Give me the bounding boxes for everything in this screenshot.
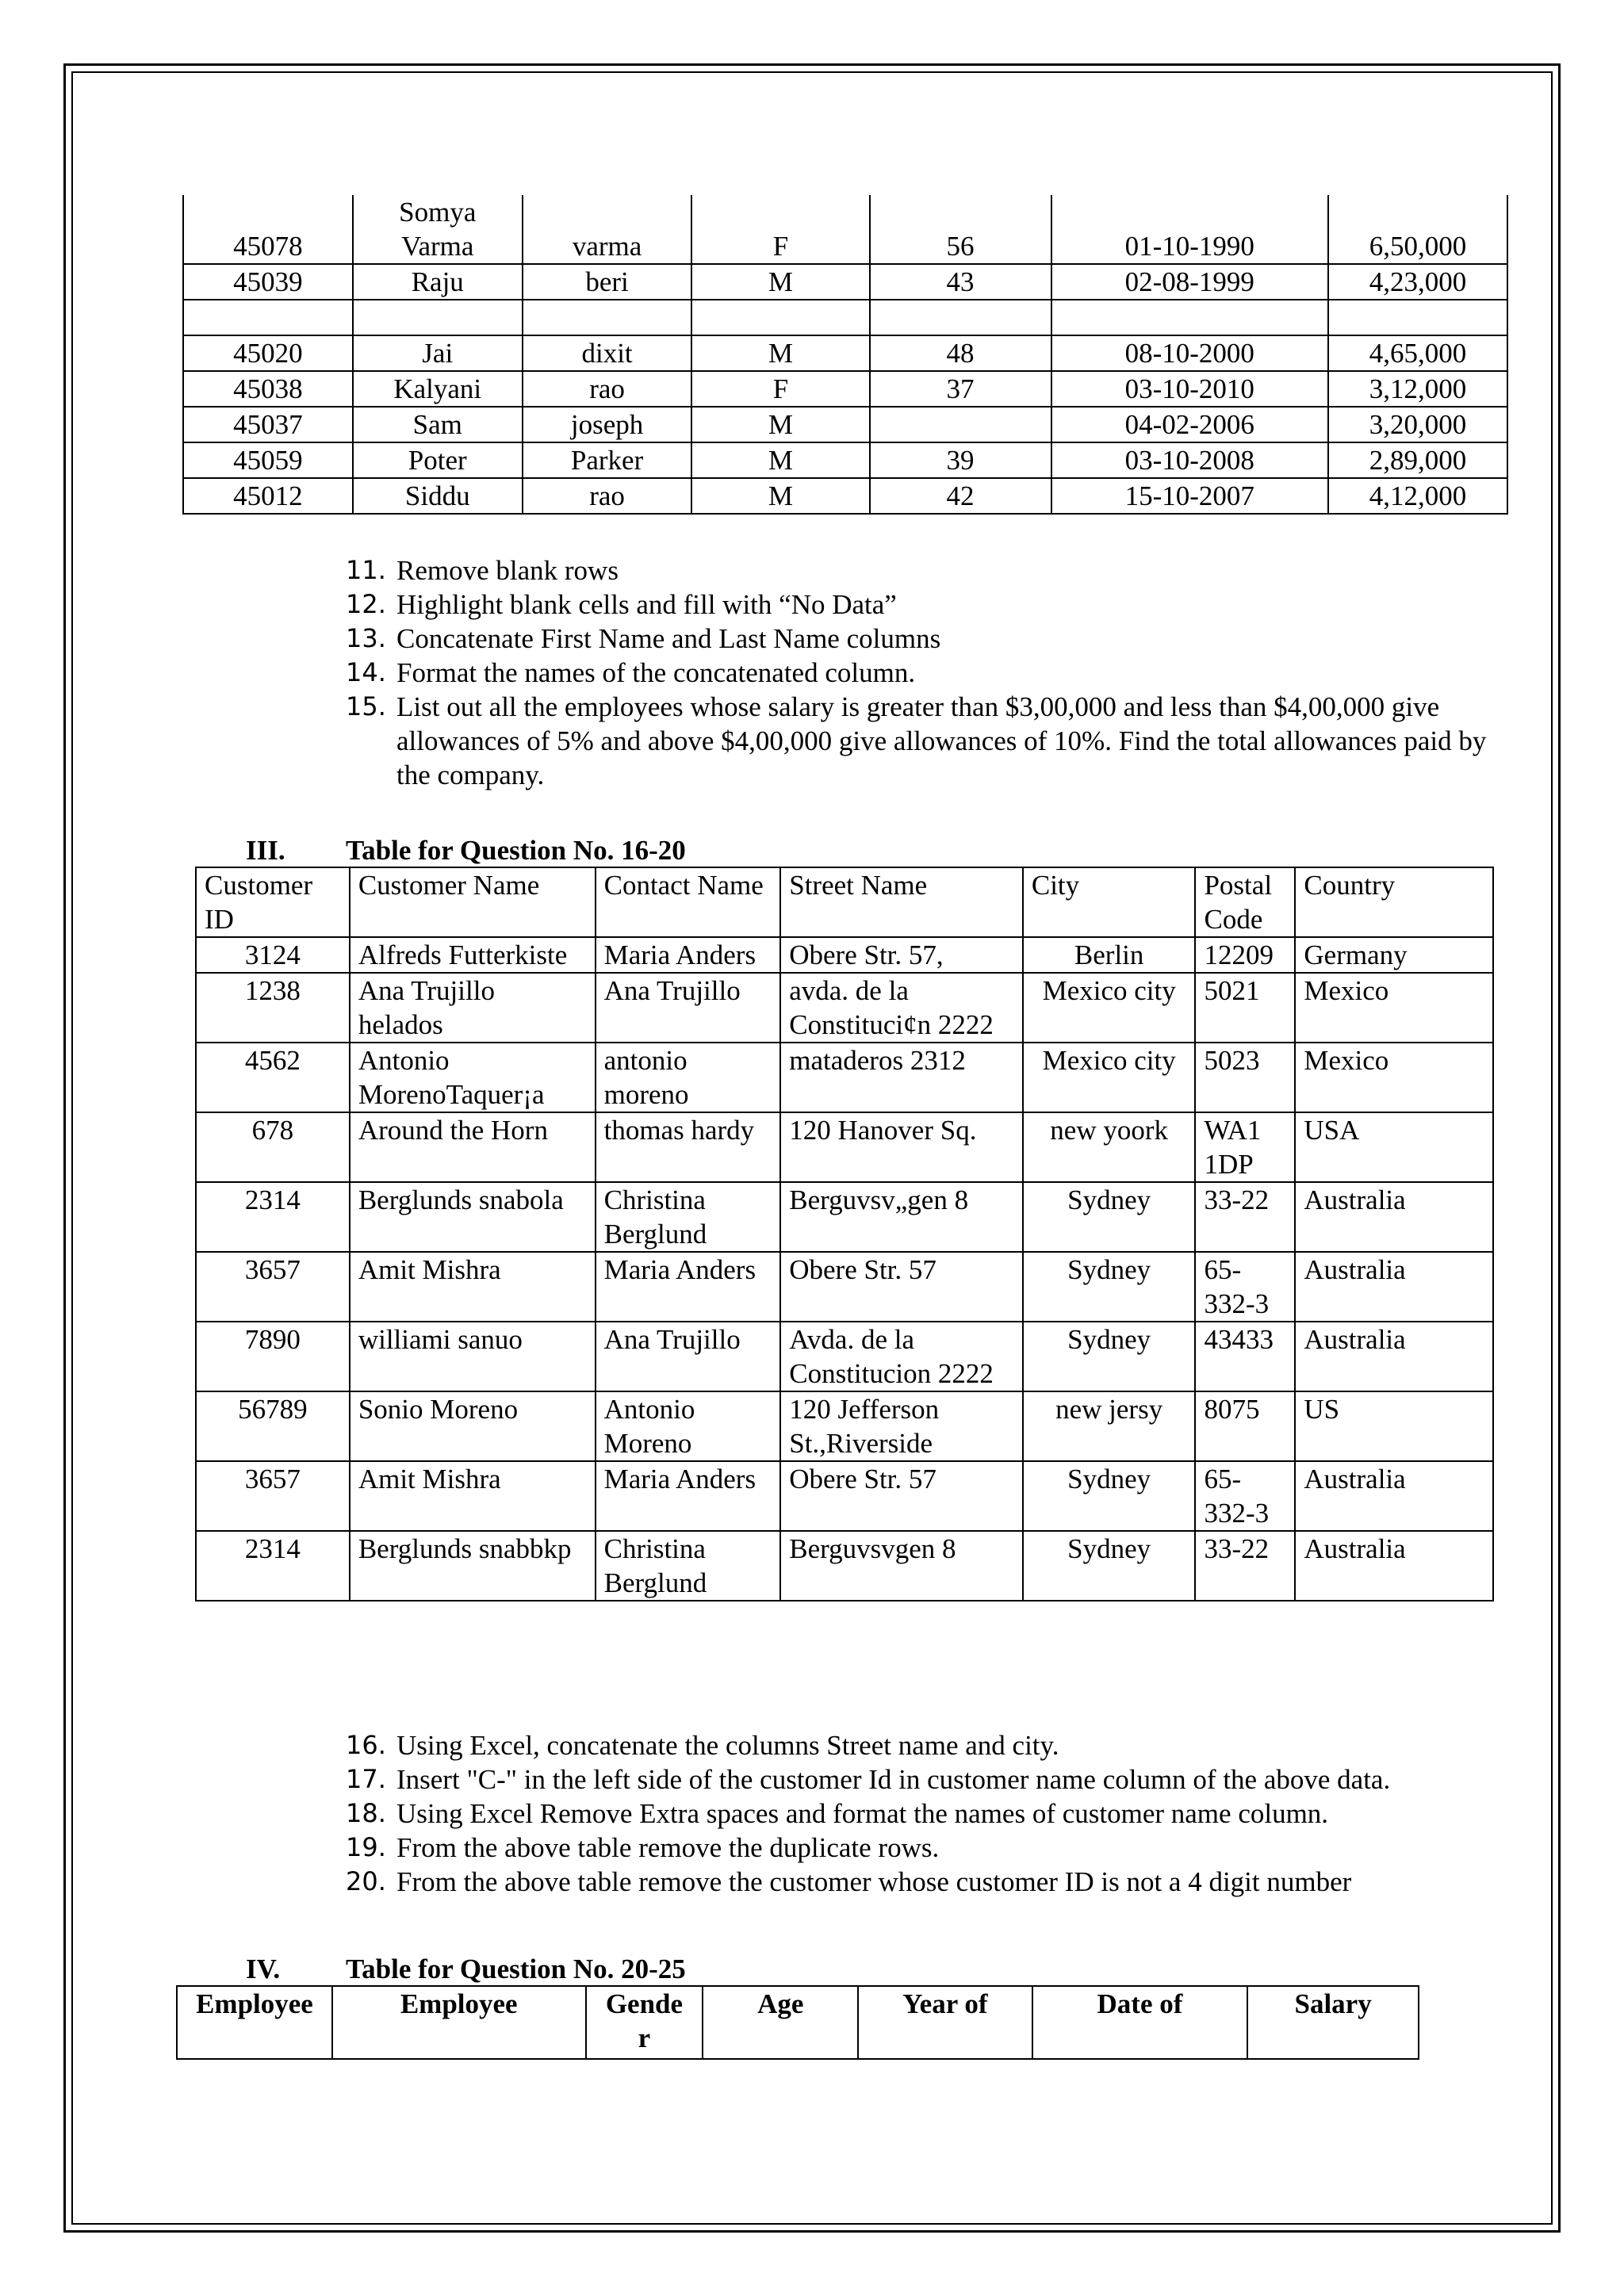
- table-cell-age: 39: [870, 442, 1051, 478]
- list-item: [346, 553, 1488, 587]
- table-cell-gender: M: [691, 264, 869, 300]
- table-cell-contact: Christina Berglund: [596, 1182, 781, 1252]
- list-item: [346, 622, 1488, 656]
- table-cell-id: 45037: [183, 407, 353, 442]
- table-cell-date: 04-02-2006: [1051, 407, 1328, 442]
- question-number: 11.: [346, 555, 386, 585]
- table-cell-contact: Christina Berglund: [596, 1531, 781, 1601]
- column-header: Customer ID: [196, 867, 350, 937]
- table-cell-salary: [1328, 300, 1507, 335]
- table-row: [196, 1461, 1493, 1531]
- table-cell-contact: Maria Anders: [596, 1252, 781, 1322]
- table-cell-first: Raju: [353, 264, 523, 300]
- table-cell-country: US: [1295, 1391, 1493, 1461]
- table-cell-street: Obere Str. 57: [780, 1252, 1023, 1322]
- table-row: [183, 195, 1507, 264]
- table-cell-date: 15-10-2007: [1051, 478, 1328, 514]
- table-cell-salary: 2,89,000: [1328, 442, 1507, 478]
- list-item: [346, 1762, 1519, 1797]
- question-text: Format the names of the concatenated column.: [396, 657, 916, 688]
- table-cell-city: new jersy: [1023, 1391, 1196, 1461]
- table-row: [183, 478, 1507, 514]
- table-cell-last: varma: [523, 195, 692, 264]
- table-row: [183, 300, 1507, 335]
- table-cell-id: 1238: [196, 973, 350, 1043]
- table-cell-date: [1051, 300, 1328, 335]
- question-text: Highlight blank cells and fill with “No Data”: [396, 589, 897, 620]
- table-cell-first: Jai: [353, 335, 523, 371]
- column-header: Postal Code: [1195, 867, 1295, 937]
- table-cell-date: 03-10-2010: [1051, 371, 1328, 407]
- table-cell-city: Sydney: [1023, 1252, 1196, 1322]
- section-4-numeral: IV.: [246, 1954, 281, 1984]
- question-number: 19.: [346, 1832, 386, 1862]
- table-cell-city: Sydney: [1023, 1322, 1196, 1391]
- column-header: Year of: [858, 1986, 1032, 2059]
- table-cell-gender: M: [691, 478, 869, 514]
- table-row: [196, 973, 1493, 1043]
- table-cell-id: 3657: [196, 1461, 350, 1531]
- table-cell-name: Amit Mishra: [350, 1252, 596, 1322]
- table-cell-country: Australia: [1295, 1322, 1493, 1391]
- table-row: [183, 442, 1507, 478]
- table-cell-date: 01-10-1990: [1051, 195, 1328, 264]
- table-row: [196, 1043, 1493, 1112]
- table-cell-id: 2314: [196, 1182, 350, 1252]
- table-cell-postal: 65-332-3: [1195, 1461, 1295, 1531]
- table-cell-salary: 6,50,000: [1328, 195, 1507, 264]
- question-text: List out all the employees whose salary is greater than $3,00,000 and less than $4,00,000 give allowances of 5% and above $4,00,000 give allowances of 10%. Find the total allowances paid by the company.: [396, 691, 1487, 790]
- column-header: Employee: [332, 1986, 586, 2059]
- table-cell-street: Avda. de la Constitucion 2222: [780, 1322, 1023, 1391]
- question-text: Insert "C-" in the left side of the customer Id in customer name column of the above data.: [396, 1764, 1391, 1795]
- employee-table-2: [176, 1985, 1419, 2060]
- column-header: Gende r: [586, 1986, 703, 2059]
- column-header: Salary: [1247, 1986, 1419, 2059]
- table-cell-salary: 4,23,000: [1328, 264, 1507, 300]
- table-row: [183, 335, 1507, 371]
- column-header: Customer Name: [350, 867, 596, 937]
- table-row: [183, 264, 1507, 300]
- table-cell-country: Mexico: [1295, 973, 1493, 1043]
- question-text: From the above table remove the duplicate rows.: [396, 1832, 940, 1863]
- table-cell-country: Australia: [1295, 1182, 1493, 1252]
- table-cell-postal: 43433: [1195, 1322, 1295, 1391]
- table-cell-id: 45078: [183, 195, 353, 264]
- customer-table: [195, 867, 1494, 1601]
- table-cell-last: dixit: [523, 335, 692, 371]
- table-cell-last: rao: [523, 478, 692, 514]
- table-cell-street: Obere Str. 57: [780, 1461, 1023, 1531]
- question-number: 12.: [346, 589, 386, 619]
- table-row: [196, 1112, 1493, 1182]
- table-cell-id: 678: [196, 1112, 350, 1182]
- table-cell-gender: M: [691, 407, 869, 442]
- table-cell-id: 45012: [183, 478, 353, 514]
- table-cell-id: 2314: [196, 1531, 350, 1601]
- table-cell-salary: 4,65,000: [1328, 335, 1507, 371]
- table-cell-name: Berglunds snabbkp: [350, 1531, 596, 1601]
- table-cell-id: 7890: [196, 1322, 350, 1391]
- table-cell-street: Berguvsvgen 8: [780, 1531, 1023, 1601]
- table-cell-gender: M: [691, 442, 869, 478]
- table-cell-salary: 4,12,000: [1328, 478, 1507, 514]
- table-cell-postal: 5023: [1195, 1043, 1295, 1112]
- table-row: [196, 937, 1493, 973]
- table-cell-gender: F: [691, 371, 869, 407]
- table-cell-country: Australia: [1295, 1461, 1493, 1531]
- question-text: Using Excel, concatenate the columns Street name and city.: [396, 1730, 1059, 1761]
- table-cell-city: Sydney: [1023, 1461, 1196, 1531]
- table-cell-id: 45038: [183, 371, 353, 407]
- table-row: [183, 407, 1507, 442]
- table-cell-city: Mexico city: [1023, 973, 1196, 1043]
- table-cell-name: Around the Horn: [350, 1112, 596, 1182]
- employee-table: [182, 195, 1508, 515]
- question-list-11-15: [346, 553, 1488, 792]
- table-cell-age: 48: [870, 335, 1051, 371]
- table-cell-age: [870, 407, 1051, 442]
- table-cell-city: Mexico city: [1023, 1043, 1196, 1112]
- table-cell-contact: thomas hardy: [596, 1112, 781, 1182]
- table-row: [196, 1182, 1493, 1252]
- table-cell-contact: Ana Trujillo: [596, 1322, 781, 1391]
- table-cell-last: beri: [523, 264, 692, 300]
- table-cell-city: Sydney: [1023, 1182, 1196, 1252]
- question-text: Using Excel Remove Extra spaces and format the names of customer name column.: [396, 1798, 1329, 1829]
- table-cell-date: 02-08-1999: [1051, 264, 1328, 300]
- list-item: [346, 656, 1488, 690]
- table-cell-id: 45059: [183, 442, 353, 478]
- table-cell-id: 3657: [196, 1252, 350, 1322]
- table-cell-id: 56789: [196, 1391, 350, 1461]
- list-item: [346, 1728, 1519, 1762]
- table-cell-first: Kalyani: [353, 371, 523, 407]
- table-cell-first: Siddu: [353, 478, 523, 514]
- table-cell-city: new yoork: [1023, 1112, 1196, 1182]
- question-list-16-20: [346, 1728, 1519, 1899]
- table-cell-first: Somya Varma: [353, 195, 523, 264]
- table-cell-street: 120 Jefferson St.,Riverside: [780, 1391, 1023, 1461]
- table-cell-gender: M: [691, 335, 869, 371]
- table-cell-last: rao: [523, 371, 692, 407]
- table-cell-name: Ana Trujillo helados: [350, 973, 596, 1043]
- table-cell-country: Germany: [1295, 937, 1493, 973]
- section-3-heading: [246, 833, 686, 867]
- table-row: [196, 1252, 1493, 1322]
- column-header: City: [1023, 867, 1196, 937]
- table-cell-contact: Ana Trujillo: [596, 973, 781, 1043]
- question-number: 20.: [346, 1866, 386, 1896]
- table-cell-name: Alfreds Futterkiste: [350, 937, 596, 973]
- table-row: [196, 1391, 1493, 1461]
- table-cell-contact: Maria Anders: [596, 937, 781, 973]
- table-cell-id: 4562: [196, 1043, 350, 1112]
- table-row: [183, 371, 1507, 407]
- table-cell-country: Australia: [1295, 1531, 1493, 1601]
- table-cell-first: Poter: [353, 442, 523, 478]
- question-number: 18.: [346, 1798, 386, 1828]
- table-cell-city: Berlin: [1023, 937, 1196, 973]
- table-cell-id: [183, 300, 353, 335]
- table-cell-salary: 3,20,000: [1328, 407, 1507, 442]
- column-header: Street Name: [780, 867, 1023, 937]
- column-header: Country: [1295, 867, 1493, 937]
- section-4-title: Table for Question No. 20-25: [346, 1954, 686, 1984]
- table-cell-postal: 33-22: [1195, 1182, 1295, 1252]
- list-item: [346, 1865, 1519, 1899]
- table-cell-contact: Antonio Moreno: [596, 1391, 781, 1461]
- table-cell-name: Amit Mishra: [350, 1461, 596, 1531]
- table-cell-street: mataderos 2312: [780, 1043, 1023, 1112]
- column-header: Contact Name: [596, 867, 781, 937]
- table-cell-postal: 12209: [1195, 937, 1295, 973]
- table-cell-street: Obere Str. 57,: [780, 937, 1023, 973]
- table-cell-street: Berguvsv„gen 8: [780, 1182, 1023, 1252]
- employee-table-2-header: [177, 1986, 1419, 2059]
- table-cell-age: 56: [870, 195, 1051, 264]
- table-cell-city: Sydney: [1023, 1531, 1196, 1601]
- question-text: From the above table remove the customer whose customer ID is not a 4 digit number: [396, 1866, 1352, 1897]
- list-item: [346, 1831, 1519, 1865]
- table-cell-date: 08-10-2000: [1051, 335, 1328, 371]
- question-text: Concatenate First Name and Last Name columns: [396, 623, 941, 654]
- section-3-title: Table for Question No. 16-20: [346, 835, 686, 866]
- table-cell-age: 42: [870, 478, 1051, 514]
- table-cell-contact: Maria Anders: [596, 1461, 781, 1531]
- table-cell-age: 43: [870, 264, 1051, 300]
- table-cell-id: 45020: [183, 335, 353, 371]
- question-number: 16.: [346, 1730, 386, 1760]
- table-cell-last: joseph: [523, 407, 692, 442]
- table-cell-first: Sam: [353, 407, 523, 442]
- table-cell-street: 120 Hanover Sq.: [780, 1112, 1023, 1182]
- table-cell-gender: F: [691, 195, 869, 264]
- question-text: Remove blank rows: [396, 555, 619, 586]
- question-number: 14.: [346, 657, 386, 687]
- table-cell-postal: 33-22: [1195, 1531, 1295, 1601]
- table-cell-date: 03-10-2008: [1051, 442, 1328, 478]
- list-item: [346, 1797, 1519, 1831]
- table-row: [196, 1531, 1493, 1601]
- table-cell-country: Australia: [1295, 1252, 1493, 1322]
- table-cell-first: [353, 300, 523, 335]
- table-cell-postal: WA1 1DP: [1195, 1112, 1295, 1182]
- column-header: Date of: [1032, 1986, 1248, 2059]
- table-cell-id: 3124: [196, 937, 350, 973]
- table-cell-id: 45039: [183, 264, 353, 300]
- table-cell-salary: 3,12,000: [1328, 371, 1507, 407]
- list-item: [346, 587, 1488, 622]
- table-cell-age: 37: [870, 371, 1051, 407]
- table-cell-postal: 5021: [1195, 973, 1295, 1043]
- table-row: [196, 1322, 1493, 1391]
- list-item: [346, 690, 1488, 792]
- table-cell-contact: antonio moreno: [596, 1043, 781, 1112]
- employee-table-body: [183, 195, 1507, 514]
- customer-table-header: [196, 867, 1493, 937]
- question-number: 15.: [346, 691, 386, 721]
- table-cell-last: [523, 300, 692, 335]
- section-4-heading: [246, 1952, 686, 1986]
- question-number: 13.: [346, 623, 386, 653]
- table-cell-last: Parker: [523, 442, 692, 478]
- column-header: Age: [703, 1986, 858, 2059]
- table-cell-name: Sonio Moreno: [350, 1391, 596, 1461]
- table-cell-postal: 8075: [1195, 1391, 1295, 1461]
- table-cell-country: USA: [1295, 1112, 1493, 1182]
- table-cell-age: [870, 300, 1051, 335]
- table-cell-street: avda. de la Constituci¢n 2222: [780, 973, 1023, 1043]
- section-3-numeral: III.: [246, 835, 285, 866]
- table-cell-name: Berglunds snabola: [350, 1182, 596, 1252]
- table-cell-name: Antonio MorenoTaquer¡a: [350, 1043, 596, 1112]
- table-cell-postal: 65-332-3: [1195, 1252, 1295, 1322]
- table-cell-name: williami sanuo: [350, 1322, 596, 1391]
- table-cell-country: Mexico: [1295, 1043, 1493, 1112]
- customer-table-body: [196, 937, 1493, 1601]
- question-number: 17.: [346, 1764, 386, 1794]
- column-header: Employee: [177, 1986, 332, 2059]
- table-cell-gender: [691, 300, 869, 335]
